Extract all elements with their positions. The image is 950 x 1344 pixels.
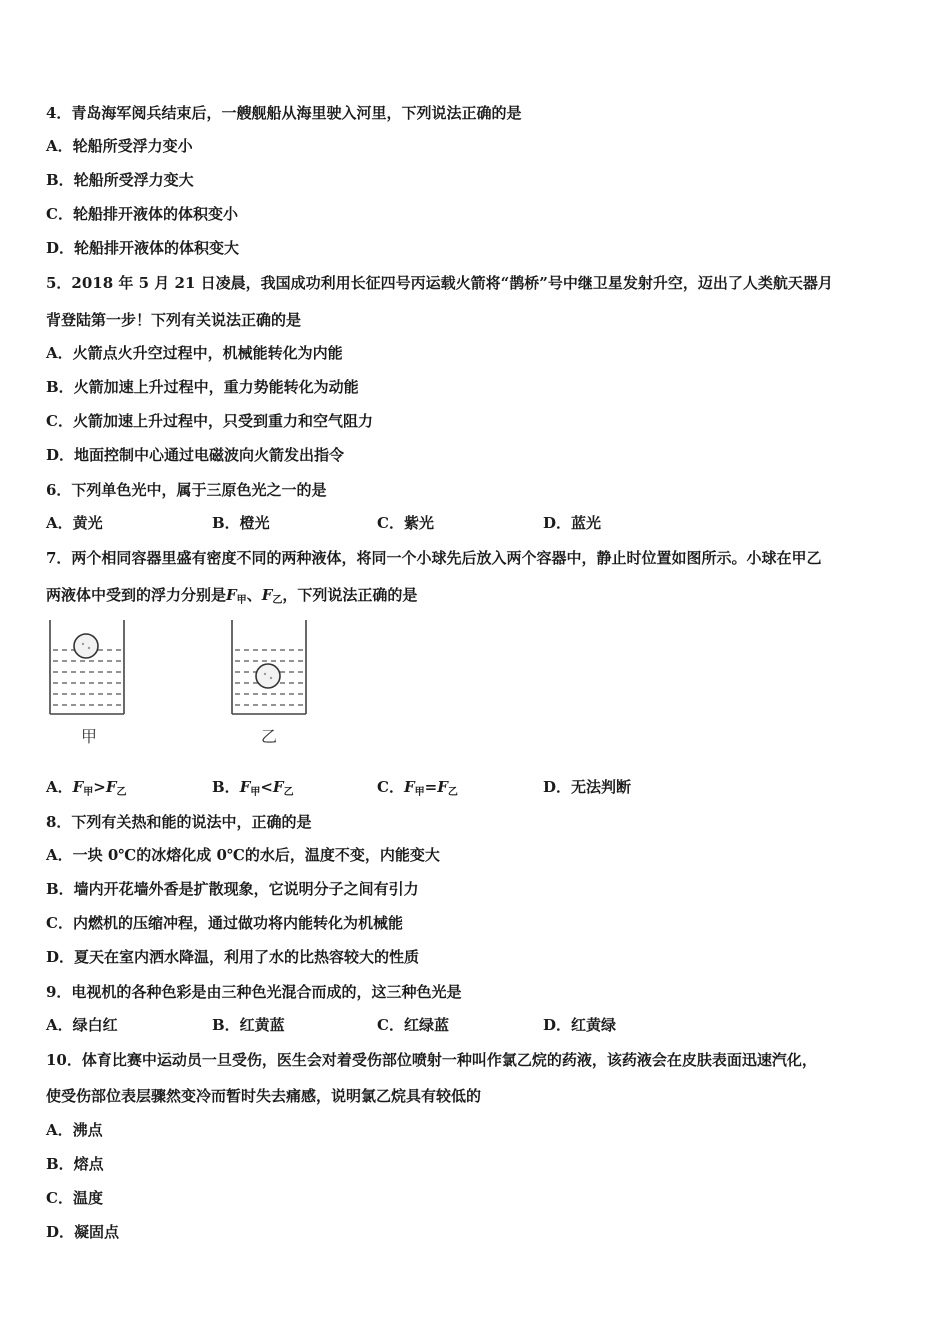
separator: 、 bbox=[246, 586, 262, 604]
subscript-yi: 乙 bbox=[447, 787, 458, 798]
container-yi-figure bbox=[228, 618, 310, 746]
q4-stem: 4．青岛海军阅兵结束后，一艘舰船从海里驶入河里，下列说法正确的是 bbox=[46, 104, 522, 122]
q6-option-d: D．蓝光 bbox=[543, 514, 602, 532]
option-letter: A． bbox=[46, 778, 73, 796]
q7-stem-pre: 两液体中受到的浮力分别是 bbox=[46, 586, 227, 604]
label-jia: 甲 bbox=[81, 727, 98, 746]
q7-option-c bbox=[377, 777, 458, 803]
q9-option-b: B．红黄蓝 bbox=[212, 1016, 285, 1034]
q7-stem-line2 bbox=[46, 585, 417, 611]
q10-stem-line1: 10．体育比赛中运动员一旦受伤，医生会对着受伤部位喷射一种叫作氯乙烷的药液，该药液会在皮肤表面迅速汽化， bbox=[46, 1051, 817, 1069]
subscript-jia: 甲 bbox=[250, 787, 261, 798]
q9-option-d: D．红黄绿 bbox=[543, 1016, 617, 1034]
q10-option-b: B．熔点 bbox=[46, 1155, 104, 1173]
q9-stem: 9．电视机的各种色彩是由三种色光混合而成的，这三种色光是 bbox=[46, 983, 462, 1001]
q9-option-a: A．绿白红 bbox=[46, 1016, 118, 1034]
force-symbol: F bbox=[239, 778, 251, 796]
subscript-yi: 乙 bbox=[272, 595, 283, 606]
q5-option-b: B．火箭加速上升过程中，重力势能转化为动能 bbox=[46, 378, 359, 396]
q4-option-d: D．轮船排开液体的体积变大 bbox=[46, 239, 240, 257]
option-letter: B． bbox=[212, 778, 240, 796]
operator: > bbox=[93, 778, 106, 796]
q5-stem-line1: 5．2018 年 5 月 21 日凌晨，我国成功利用长征四号丙运载火箭将“鹊桥”号中继卫星发射升空，迈出了人类航天器月 bbox=[46, 274, 833, 292]
q5-stem-line2: 背登陆第一步！下列有关说法正确的是 bbox=[46, 311, 302, 329]
q10-option-a: A．沸点 bbox=[46, 1121, 103, 1139]
subscript-yi: 乙 bbox=[116, 787, 127, 798]
container-jia-diagram bbox=[46, 618, 128, 718]
subscript-yi: 乙 bbox=[283, 787, 294, 798]
force-symbol: F bbox=[272, 778, 284, 796]
q8-stem: 8．下列有关热和能的说法中，正确的是 bbox=[46, 813, 312, 831]
label-yi: 乙 bbox=[261, 727, 278, 746]
q4-option-b: B．轮船所受浮力变大 bbox=[46, 171, 194, 189]
subscript-jia: 甲 bbox=[236, 595, 247, 606]
q4-option-a: A．轮船所受浮力变小 bbox=[46, 137, 193, 155]
container-jia-figure bbox=[46, 618, 128, 746]
q7-option-a bbox=[46, 777, 127, 803]
q10-option-d: D．凝固点 bbox=[46, 1223, 120, 1241]
q8-option-c: C．内燃机的压缩冲程，通过做功将内能转化为机械能 bbox=[46, 914, 403, 932]
ball bbox=[74, 634, 98, 658]
force-symbol: F bbox=[261, 586, 273, 604]
q9-option-c: C．红绿蓝 bbox=[377, 1016, 449, 1034]
ball bbox=[256, 664, 280, 688]
q4-option-c: C．轮船排开液体的体积变小 bbox=[46, 205, 238, 223]
option-letter: C． bbox=[377, 778, 404, 796]
force-symbol: F bbox=[437, 778, 448, 796]
q6-option-c: C．紫光 bbox=[377, 514, 434, 532]
q8-option-d: D．夏天在室内洒水降温，利用了水的比热容较大的性质 bbox=[46, 948, 420, 966]
subscript-jia: 甲 bbox=[414, 787, 425, 798]
q7-option-d: D．无法判断 bbox=[543, 778, 632, 796]
force-symbol: F bbox=[403, 778, 415, 796]
q5-option-c: C．火箭加速上升过程中，只受到重力和空气阻力 bbox=[46, 412, 373, 430]
force-symbol: F bbox=[226, 586, 237, 604]
container-yi-diagram bbox=[228, 618, 310, 718]
q7-stem-line1: 7．两个相同容器里盛有密度不同的两种液体，将同一个小球先后放入两个容器中，静止时位置如图所示。小球在甲乙 bbox=[46, 549, 822, 567]
q5-option-d: D．地面控制中心通过电磁波向火箭发出指令 bbox=[46, 446, 345, 464]
operator: = bbox=[424, 778, 438, 796]
q6-option-a: A．黄光 bbox=[46, 514, 103, 532]
subscript-jia: 甲 bbox=[83, 787, 94, 798]
force-symbol: F bbox=[105, 778, 117, 796]
q10-stem-line2: 使受伤部位表层骤然变冷而暂时失去痛感，说明氯乙烷具有较低的 bbox=[46, 1087, 482, 1105]
q10-option-c: C．温度 bbox=[46, 1189, 103, 1207]
q8-option-b: B．墙内开花墙外香是扩散现象，它说明分子之间有引力 bbox=[46, 880, 419, 898]
operator: < bbox=[260, 778, 273, 796]
q8-option-a: A．一块 0℃的冰熔化成 0℃的水后，温度不变，内能变大 bbox=[46, 846, 440, 864]
q7-option-b bbox=[212, 777, 294, 803]
q6-stem: 6．下列单色光中，属于三原色光之一的是 bbox=[46, 481, 327, 499]
force-symbol: F bbox=[72, 778, 84, 796]
q6-option-b: B．橙光 bbox=[212, 514, 270, 532]
q7-stem-post: ，下列说法正确的是 bbox=[282, 586, 418, 604]
q5-option-a: A．火箭点火升空过程中，机械能转化为内能 bbox=[46, 344, 343, 362]
